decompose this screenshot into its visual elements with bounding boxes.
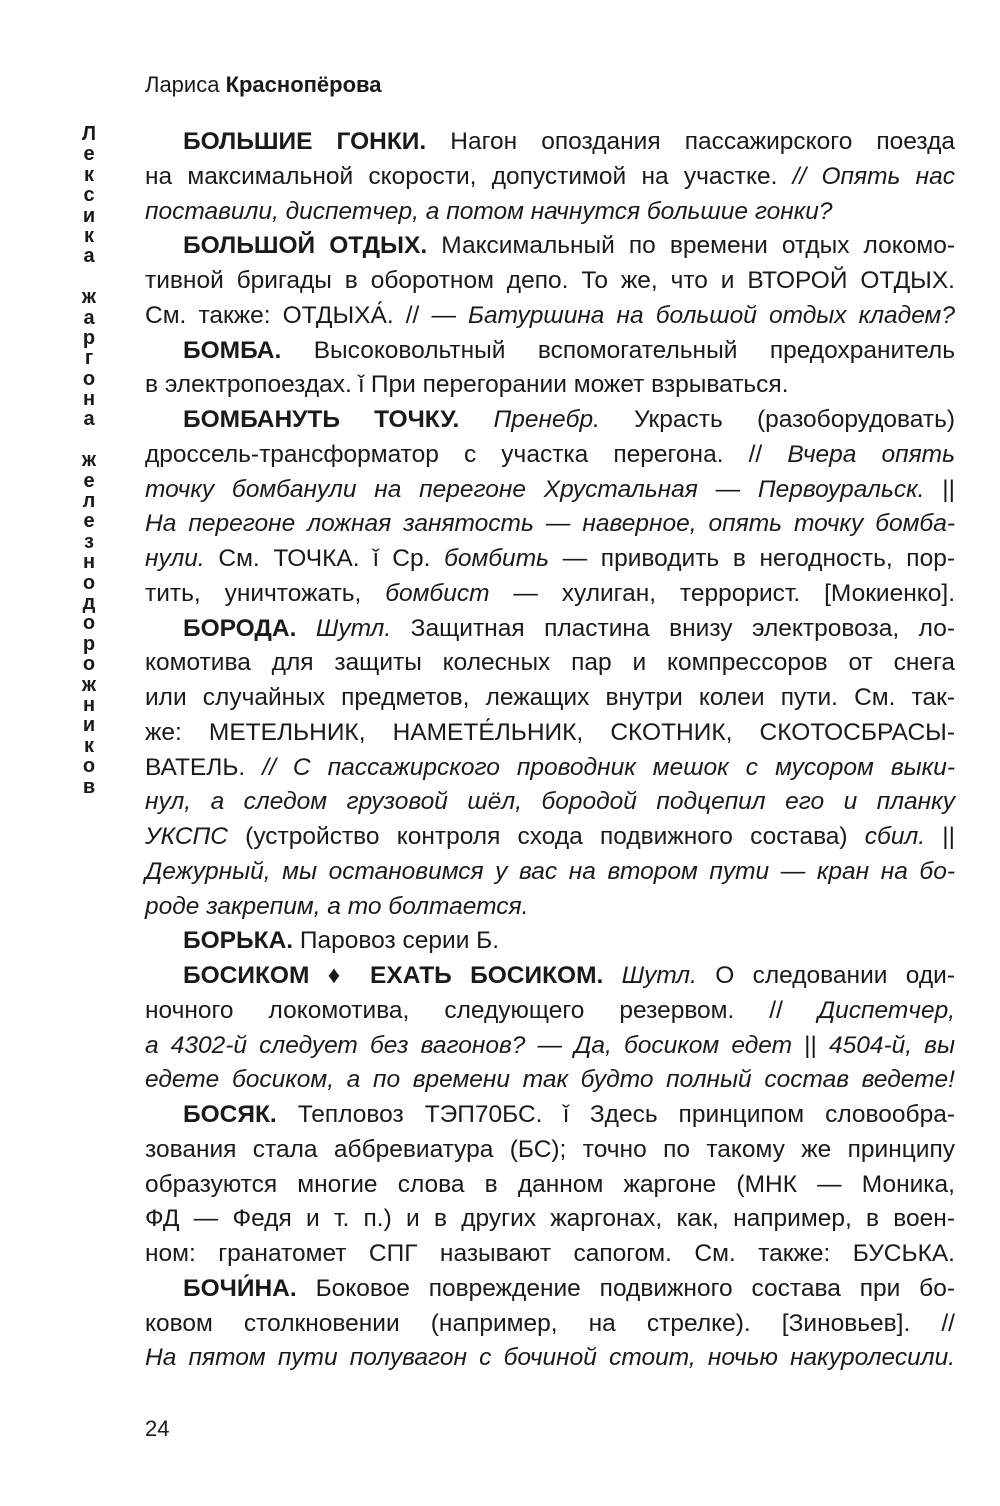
text-line bbox=[145, 1029, 955, 1064]
text-segment: образуются многие слова в данном жаргоне (МНК — Моника, bbox=[145, 1170, 955, 1198]
side-title-letter bbox=[78, 267, 100, 287]
side-title-letter: е bbox=[83, 143, 95, 166]
italic-text: роде закрепим, а то болтается. bbox=[145, 892, 529, 920]
text-segment: Нагон опоздания пассажирского поезда bbox=[426, 128, 956, 155]
text-segment: Украсть (разоборудовать) bbox=[599, 406, 956, 433]
text-line bbox=[145, 195, 955, 230]
text-line bbox=[145, 1168, 955, 1203]
text-line bbox=[145, 924, 955, 959]
italic-text: Дежурный, мы остановимся у вас на втором пути — кран на бо- bbox=[145, 857, 955, 885]
text-line bbox=[145, 542, 955, 577]
side-title-letter: и bbox=[82, 204, 96, 227]
author-first-name: Лариса bbox=[145, 72, 220, 97]
text-segment: — приводить в негодность, пор- bbox=[548, 545, 955, 572]
entry-headword: БОРЬКА. bbox=[183, 927, 294, 955]
italic-text: // С пассажирского проводник мешок с мусором выки- bbox=[262, 753, 955, 781]
italic-text: На перегоне ложная занятость — наверное, опять точку бомба- bbox=[145, 510, 955, 538]
text-line bbox=[145, 855, 955, 890]
italic-text: Пренебр. bbox=[459, 406, 600, 433]
text-segment: дроссель-трансформатор с участка перегона. // bbox=[145, 440, 788, 468]
text-line bbox=[145, 1098, 955, 1133]
text-segment: ВАТЕЛЬ. bbox=[145, 753, 263, 781]
text-segment: ном: гранатомет СПГ называют сапогом. См. также: БУСЬКА. bbox=[145, 1240, 955, 1267]
side-title-letter: о bbox=[82, 571, 96, 594]
italic-text: нул, а следом грузовой шёл, бородой подцепил его и планку bbox=[145, 788, 955, 816]
text-segment: Боковое повреждение подвижного состава при бо- bbox=[296, 1274, 955, 1302]
text-segment: комотива для защиты колесных пар и компрессоров от снега bbox=[145, 649, 955, 677]
text-segment: ФД — Федя и т. п.) и в других жаргонах, как, например, в воен- bbox=[145, 1205, 955, 1233]
italic-text: бомбить bbox=[444, 545, 549, 572]
entry-headword: БОСЯК. bbox=[183, 1101, 277, 1128]
side-title-letter: о bbox=[82, 612, 96, 635]
side-title-letter: р bbox=[82, 326, 96, 349]
text-line bbox=[145, 785, 955, 820]
running-header bbox=[145, 72, 382, 98]
entry-headword: БОСИКОМ ♦ ЕХАТЬ БОСИКОМ. bbox=[183, 962, 604, 989]
text-line bbox=[145, 646, 955, 681]
vertical-section-title bbox=[78, 124, 100, 797]
text-segment: в электропоездах. ǐ При перегорании может взрываться. bbox=[145, 371, 789, 399]
side-title-letter: о bbox=[82, 653, 96, 676]
side-title-letter: к bbox=[83, 734, 94, 757]
text-line bbox=[145, 1237, 955, 1272]
text-segment: тивной бригады в оборотном депо. То же, что и ВТОРОЙ ОТДЫХ. bbox=[145, 267, 955, 294]
entry-headword: БОМБА. bbox=[183, 336, 282, 364]
side-title-letter: к bbox=[83, 163, 94, 186]
side-title-letter: ж bbox=[81, 286, 97, 309]
text-line bbox=[145, 1272, 955, 1307]
dictionary-text bbox=[145, 125, 955, 1376]
text-segment: См. ТОЧКА. ǐ Ср. bbox=[204, 545, 445, 572]
text-segment: же: МЕТЕЛЬНИК, НАМЕТЕ́ЛЬНИК, СКОТНИК, СКОТОСБРАСЫ- bbox=[145, 718, 955, 746]
text-segment: || bbox=[925, 823, 955, 850]
side-title-letter: л bbox=[82, 490, 96, 513]
side-title-letter: о bbox=[82, 367, 96, 390]
entry-headword: БОЛЬШОЙ ОТДЫХ. bbox=[183, 232, 428, 260]
side-title-letter bbox=[78, 430, 100, 450]
text-segment: Защитная пластина внизу электровоза, ло- bbox=[391, 614, 955, 642]
italic-text: точку бомбанули на перегоне Хрустальная — Первоуральск. bbox=[145, 475, 925, 503]
text-line bbox=[145, 681, 955, 716]
italic-text: поставили, диспетчер, а потом начнутся большие гонки? bbox=[145, 197, 833, 225]
text-line bbox=[145, 890, 955, 925]
text-segment: — хулиган, террорист. [Мокиенко]. bbox=[489, 579, 956, 607]
entry-headword: БОЛЬШИЕ ГОНКИ. bbox=[183, 128, 427, 155]
text-line bbox=[145, 716, 955, 751]
text-line bbox=[145, 368, 955, 403]
text-line bbox=[145, 820, 955, 855]
text-segment: или случайных предметов, лежащих внутри колеи пути. См. так- bbox=[145, 684, 955, 711]
page-number: 24 bbox=[145, 1416, 170, 1441]
text-line bbox=[145, 264, 955, 299]
italic-text: — Батуршина на большой отдых кладем? bbox=[431, 301, 955, 329]
italic-text: Вчера опять bbox=[787, 440, 955, 468]
text-line bbox=[145, 1202, 955, 1237]
side-title-letter: в bbox=[82, 775, 96, 798]
entry-headword: БОМБАНУТЬ ТОЧКУ. bbox=[183, 406, 460, 433]
side-title-letter: р bbox=[82, 632, 96, 655]
side-title-letter: Л bbox=[81, 123, 97, 145]
italic-text: а 4302-й следует без вагонов? — Да, босиком едет bbox=[145, 1031, 792, 1059]
italic-text: бомбист bbox=[385, 579, 490, 607]
text-line bbox=[145, 403, 955, 438]
side-title-letter: ж bbox=[81, 673, 97, 696]
text-line bbox=[145, 751, 955, 786]
text-line bbox=[145, 507, 955, 542]
side-title-letter: д bbox=[82, 591, 96, 614]
text-line bbox=[145, 612, 955, 647]
text-segment: || bbox=[924, 475, 955, 503]
text-line bbox=[145, 1341, 955, 1376]
author-last-name: Краснопёрова bbox=[225, 72, 382, 97]
text-segment: Тепловоз ТЭП70БС. ǐ Здесь принципом словообра- bbox=[276, 1101, 955, 1128]
side-title-letter: г bbox=[84, 347, 94, 370]
text-line bbox=[145, 1063, 955, 1098]
italic-text: // Опять нас bbox=[792, 162, 955, 190]
side-title-letter: с bbox=[83, 184, 95, 207]
text-segment: (устройство контроля схода подвижного состава) bbox=[227, 823, 865, 850]
italic-text: Диспетчер, bbox=[817, 996, 955, 1024]
side-title-letter: н bbox=[82, 551, 96, 574]
side-title-letter: а bbox=[83, 408, 95, 431]
text-segment: зования стала аббревиатура (БС); точно по такому же принципу bbox=[145, 1135, 955, 1163]
italic-text: 4504-й, вы bbox=[828, 1031, 955, 1059]
italic-text: нули. bbox=[145, 545, 205, 572]
text-segment: Максимальный по времени отдых локомо- bbox=[427, 232, 955, 260]
italic-text: На пятом пути полувагон с бочиной стоит, ночью накуролесили. bbox=[145, 1344, 955, 1372]
side-title-letter: а bbox=[83, 306, 95, 329]
side-title-letter: н bbox=[82, 693, 96, 716]
side-title-letter: ж bbox=[81, 449, 97, 472]
side-title-letter: е bbox=[83, 469, 95, 492]
entry-headword: БОЧИ́НА. bbox=[183, 1274, 297, 1302]
text-line bbox=[145, 1133, 955, 1168]
text-line bbox=[145, 438, 955, 473]
text-segment: ночного локомотива, следующего резервом. // bbox=[145, 996, 818, 1024]
text-segment: || bbox=[792, 1031, 829, 1059]
text-line bbox=[145, 229, 955, 264]
text-line bbox=[145, 125, 955, 160]
italic-text: едете босиком, а по времени так будто полный состав ведете! bbox=[145, 1066, 955, 1094]
text-line bbox=[145, 473, 955, 508]
side-title-letter: а bbox=[83, 245, 95, 268]
text-segment: тить, уничтожать, bbox=[145, 579, 386, 607]
text-line bbox=[145, 959, 955, 994]
italic-text: Шутл. bbox=[603, 962, 697, 989]
text-segment: О следовании оди- bbox=[696, 962, 955, 989]
entry-headword: БОРОДА. bbox=[183, 614, 297, 642]
text-line bbox=[145, 160, 955, 195]
italic-text: сбил. bbox=[864, 823, 926, 850]
side-title-letter: е bbox=[83, 510, 95, 533]
side-title-letter: к bbox=[83, 224, 94, 247]
text-line bbox=[145, 1307, 955, 1342]
text-line bbox=[145, 994, 955, 1029]
italic-text: Шутл. bbox=[296, 614, 392, 642]
text-line bbox=[145, 334, 955, 369]
text-segment: ковом столкновении (например, на стрелке). [Зиновьев]. // bbox=[145, 1309, 955, 1337]
side-title-letter: и bbox=[82, 714, 96, 737]
text-segment: на максимальной скорости, допустимой на участке. bbox=[145, 162, 793, 190]
text-line bbox=[145, 577, 955, 612]
text-segment: См. также: ОТДЫХА́. // bbox=[145, 301, 432, 329]
side-title-letter: з bbox=[84, 530, 94, 553]
text-segment: Паровоз серии Б. bbox=[293, 927, 500, 955]
italic-text: УКСПС bbox=[145, 823, 228, 850]
text-segment: Высоковольтный вспомогательный предохранитель bbox=[281, 336, 955, 364]
text-line bbox=[145, 299, 955, 334]
side-title-letter: н bbox=[82, 388, 96, 411]
side-title-letter: о bbox=[82, 755, 96, 778]
